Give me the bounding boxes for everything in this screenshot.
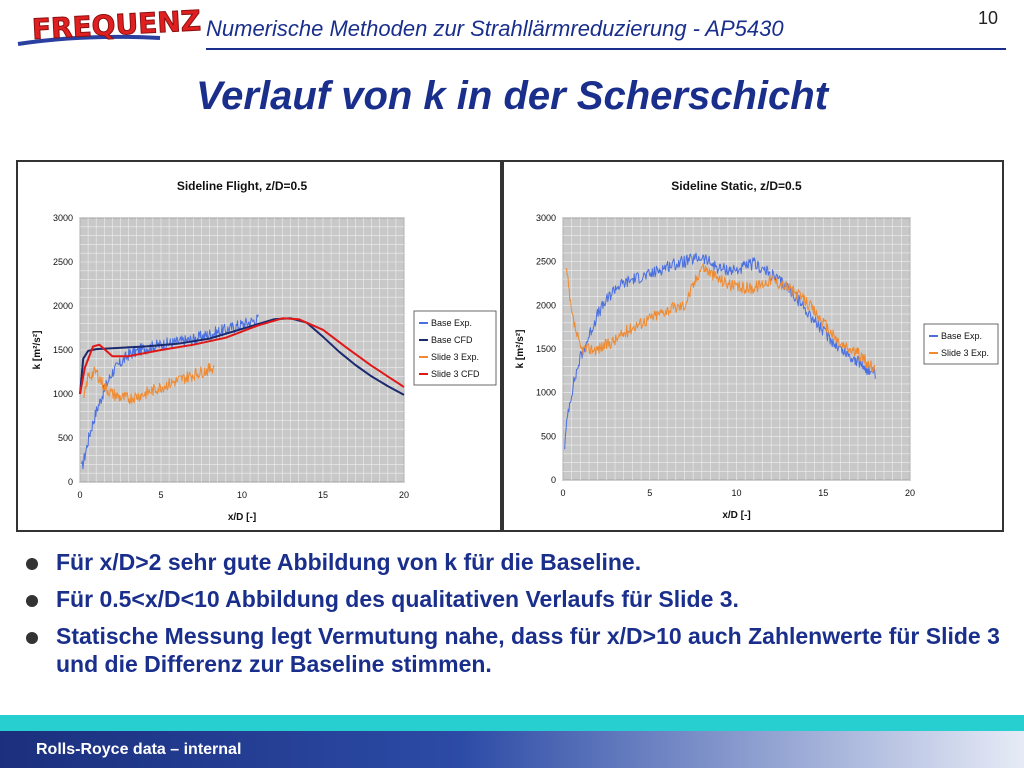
y-tick-label: 1500	[52, 345, 73, 355]
legend-label: Base Exp.	[431, 318, 473, 328]
legend-label: Base Exp.	[941, 331, 983, 341]
footer-bar	[0, 731, 1024, 768]
bullet-text: Für x/D>2 sehr gute Abbildung von k für die Baseline.	[56, 549, 642, 575]
bullet-dot	[26, 558, 38, 570]
x-tick-label: 0	[77, 490, 83, 500]
logo-text: FREQUENZ	[31, 4, 202, 46]
y-tick-label: 1000	[535, 387, 556, 398]
x-axis-label: x/D [-]	[722, 510, 751, 521]
legend-box	[924, 324, 998, 364]
x-tick-label: 20	[904, 488, 916, 498]
y-tick-label: 1500	[535, 344, 556, 354]
legend-label: Base CFD	[431, 335, 473, 345]
x-tick-label: 5	[158, 490, 164, 500]
legend-label: Slide 3 CFD	[431, 369, 480, 379]
page-number: 10	[977, 8, 998, 28]
y-tick-label: 2000	[52, 301, 73, 311]
y-tick-label: 0	[67, 477, 73, 487]
bullet-item	[26, 548, 1006, 576]
x-tick-label: 20	[398, 490, 410, 500]
chart-title: Sideline Flight, z/D=0.5	[176, 179, 308, 193]
chart-title: Sideline Static, z/D=0.5	[671, 179, 802, 193]
legend-label: Slide 3 Exp.	[431, 352, 480, 362]
x-tick-label: 10	[236, 490, 248, 500]
y-tick-label: 2500	[52, 257, 73, 267]
chart-0-svg	[18, 162, 500, 530]
x-tick-label: 10	[731, 488, 742, 498]
bullet-item	[26, 622, 1006, 678]
slide-title: Verlauf von k in der Scherschicht	[195, 74, 829, 118]
y-axis-label: k [m²/s²]	[32, 330, 43, 370]
legend-label: Slide 3 Exp.	[941, 348, 990, 358]
header-title: Numerische Methoden zur Strahllärmreduzierung - AP5430	[206, 16, 784, 41]
y-axis-label: k [m²/s²]	[515, 329, 526, 369]
y-tick-label: 0	[550, 475, 556, 485]
chart-sideline-flight	[16, 160, 502, 532]
bullet-dot	[26, 595, 38, 607]
bullet-text: Für 0.5<x/D<10 Abbildung des qualitativen Verlaufs für Slide 3.	[56, 586, 739, 612]
footer-text: Rolls-Royce data – internal	[36, 741, 242, 758]
x-tick-label: 5	[647, 488, 653, 498]
x-tick-label: 0	[560, 488, 566, 498]
footer-accent-bar	[0, 715, 1024, 731]
x-tick-label: 15	[317, 490, 329, 500]
y-tick-label: 3000	[52, 213, 73, 223]
bullet-list	[26, 548, 1006, 687]
bullet-item	[26, 585, 1006, 613]
x-tick-label: 15	[818, 488, 829, 498]
chart-sideline-static	[502, 160, 1004, 532]
frequenz-logo	[14, 4, 202, 50]
chart-1-svg	[504, 162, 1002, 530]
y-tick-label: 500	[540, 431, 556, 442]
y-tick-label: 500	[57, 433, 73, 443]
y-tick-label: 2500	[535, 256, 556, 267]
y-tick-label: 2000	[535, 300, 556, 311]
bullet-text: Statische Messung legt Vermutung nahe, dass für x/D>10 auch Zahlenwerte für Slide 3 und die Differenz zur Baseline stimmen.	[56, 623, 1000, 677]
x-axis-label: x/D [-]	[227, 512, 257, 523]
bullet-dot	[26, 632, 38, 644]
y-tick-label: 3000	[535, 213, 556, 223]
y-tick-label: 1000	[52, 389, 73, 399]
header-rule	[206, 48, 1006, 50]
